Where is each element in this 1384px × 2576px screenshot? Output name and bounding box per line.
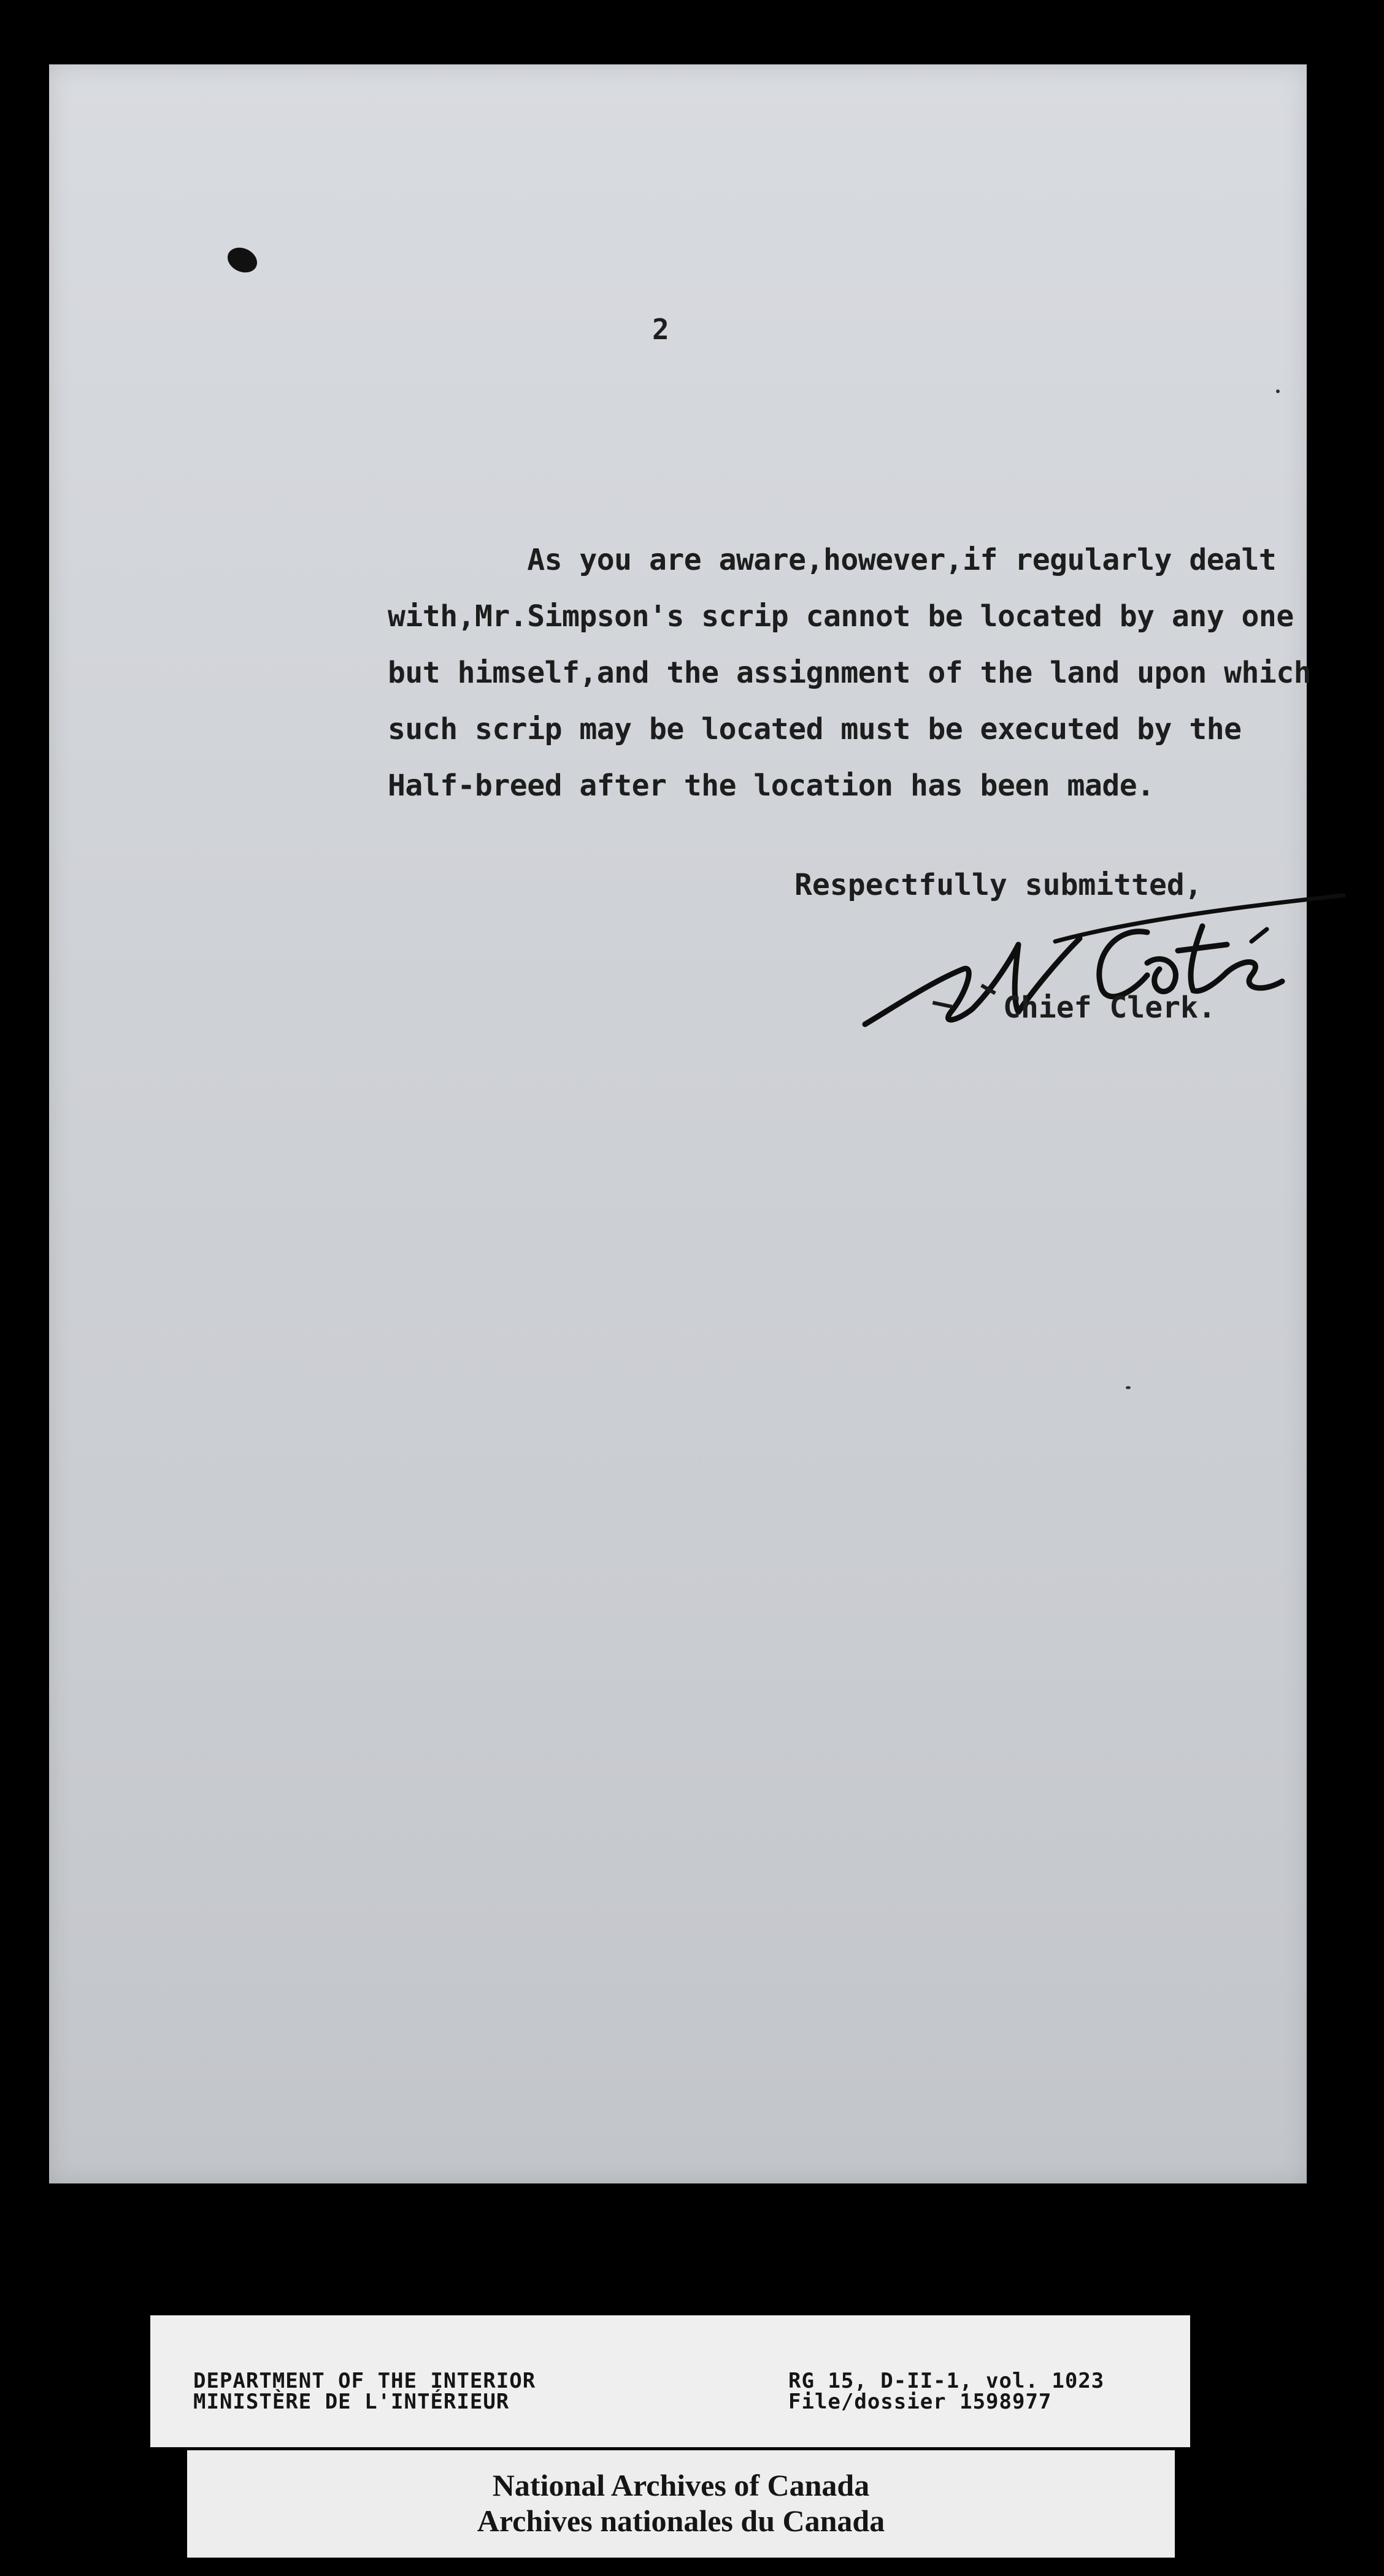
page-number: 2 bbox=[652, 313, 669, 346]
paper-speck bbox=[1276, 389, 1280, 393]
signer-title: Chief Clerk. bbox=[1003, 991, 1216, 1025]
paper-speck bbox=[1126, 1386, 1131, 1389]
handwritten-signature bbox=[859, 889, 1350, 1049]
punch-hole-mark bbox=[223, 243, 261, 277]
body-line: but himself,and the assignment of the land upon which bbox=[388, 656, 1312, 690]
body-line: with,Mr.Simpson's scrip cannot be located by any one bbox=[388, 599, 1294, 634]
body-line: As you are aware,however,if regularly dealt bbox=[388, 543, 1277, 577]
archive-reference-label bbox=[150, 2315, 1190, 2447]
archive-name-french: Archives nationales du Canada bbox=[477, 2504, 885, 2538]
document-page bbox=[49, 64, 1312, 2183]
body-line: Half-breed after the location has been made. bbox=[388, 769, 1155, 803]
closing-line: Respectfully submitted, bbox=[794, 868, 1202, 902]
letter-body bbox=[388, 543, 1312, 825]
department-french: MINISTÈRE DE L'INTÉRIEUR bbox=[193, 2390, 510, 2414]
archive-stamp bbox=[187, 2450, 1175, 2558]
file-number: File/dossier 1598977 bbox=[788, 2390, 1052, 2414]
archive-name-english: National Archives of Canada bbox=[492, 2468, 870, 2502]
department-english: DEPARTMENT OF THE INTERIOR bbox=[193, 2369, 536, 2393]
record-group-reference: RG 15, D-II-1, vol. 1023 bbox=[788, 2369, 1105, 2393]
body-line: such scrip may be located must be executed by the bbox=[388, 712, 1242, 746]
